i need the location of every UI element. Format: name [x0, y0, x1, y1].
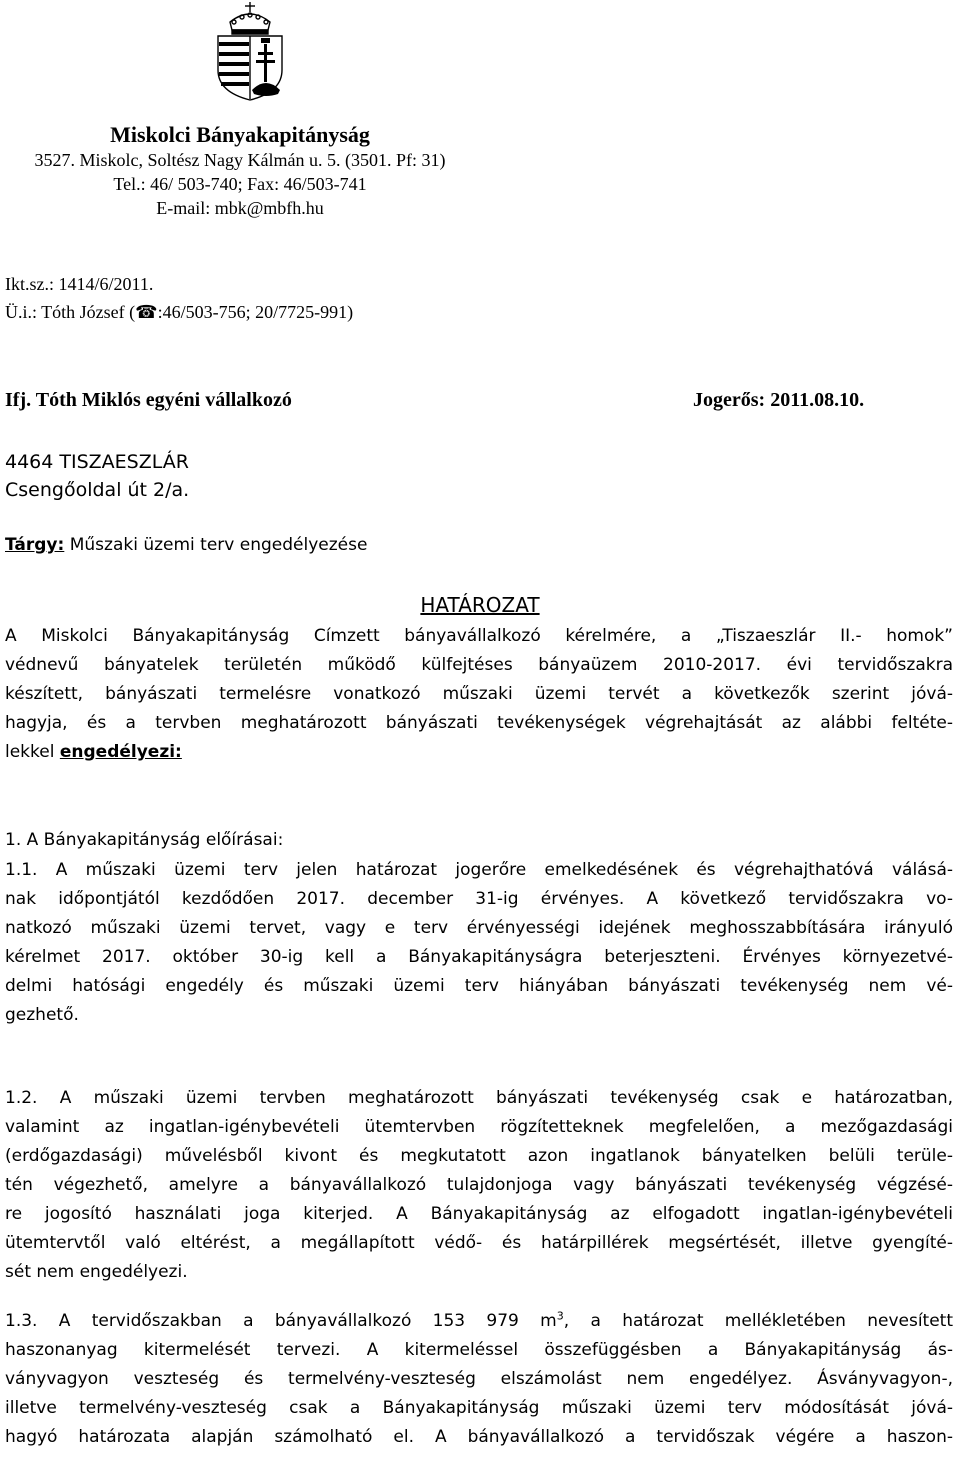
paragraph-line: készített, bányászati termelésre vonatkozó műszaki üzemi tervét a következők szerint jóvá-: [5, 684, 953, 704]
section-heading: [5, 826, 953, 855]
coat-of-arms-icon: [208, 0, 292, 102]
document-title: HATÁROZAT: [420, 593, 540, 617]
paragraph-line: 1.2. A műszaki üzemi tervben meghatározott bányászati tevékenység csak e határozatban,: [5, 1088, 953, 1108]
paragraph-line: védnevű bányatelek területén működő külfejtéses bányaüzem 2010-2017. évi tervidőszakra: [5, 655, 953, 675]
telephone-icon: ☎: [135, 302, 158, 322]
section-title: 1. A Bányakapitányság előírásai:: [5, 830, 284, 850]
addressee-city: 4464 TISZAESZLÁR: [5, 451, 189, 473]
organization-address: 3527. Miskolc, Soltész Nagy Kálmán u. 5. (3501. Pf: 31): [34, 150, 446, 170]
paragraph-1-1: [5, 856, 953, 1030]
paragraph-line: gezhető.: [5, 1005, 79, 1025]
paragraph-line: re jogosító használati joga kiterjed. A Bányakapitányság az elfogadott ingatlan-igénybevételi: [5, 1204, 953, 1224]
decision-keyword: engedélyezi:: [59, 742, 182, 762]
paragraph-line: illetve termelvény-veszteség csak a Bányakapitányság műszaki üzemi terv módosítását jóvá-: [5, 1398, 953, 1418]
paragraph-line: [5, 738, 953, 767]
intro-paragraph: [5, 622, 953, 767]
organization-email: E-mail: mbk@mbfh.hu: [156, 198, 324, 218]
addressee-street: Csengőoldal út 2/a.: [5, 479, 190, 501]
organization-name: Miskolci Bányakapitányság: [110, 122, 370, 147]
paragraph-line: ványvagyon veszteség és termelvény-veszteség elszámolást nem engedélyez. Ásványvagyon-,: [5, 1369, 953, 1389]
paragraph-line: delmi hatósági engedély és műszaki üzemi terv hiányában bányászati tevékenység nem vé-: [5, 976, 953, 996]
case-officer: [5, 300, 353, 324]
unit-exponent: 3: [556, 1309, 564, 1323]
subject-text: Műszaki üzemi terv engedélyezése: [64, 535, 368, 555]
paragraph-line: valamint az ingatlan-igénybevételi ütemtervben rögzítetteknek megfelelően, a mezőgazdasági: [5, 1117, 953, 1137]
addressee-name: Ifj. Tóth Miklós egyéni vállalkozó: [5, 389, 292, 411]
paragraph-line-text: 1.3. A tervidőszakban a bányavállalkozó 153 979 m: [5, 1311, 557, 1331]
paragraph-line: natkozó műszaki üzemi tervet, vagy e terv érvényességi idejének meghosszabbítására irányuló: [5, 918, 953, 938]
paragraph-line: hagyó határozata alapján számolható el. A bányavállalkozó a tervidőszak végére a haszon-: [5, 1427, 953, 1447]
paragraph-line: tén végezhető, amelyre a bányavállalkozó tulajdonjoga vagy bányászati tevékenység végzésé-: [5, 1175, 953, 1195]
paragraph-1-2: [5, 1084, 953, 1287]
paragraph-1-3: [5, 1307, 953, 1452]
final-date: Jogerős: 2011.08.10.: [693, 389, 865, 411]
paragraph-line: kérelmet 2017. október 30-ig kell a Bányakapitányságra beterjeszteni. Érvényes környezetvé-: [5, 947, 953, 967]
organization-phone: Tel.: 46/ 503-740; Fax: 46/503-741: [113, 174, 367, 194]
paragraph-line-text: lekkel: [5, 742, 60, 762]
subject-line: [5, 535, 367, 555]
case-officer-phone: :46/503-756; 20/7725-991): [157, 302, 354, 322]
subject-label: Tárgy:: [5, 535, 65, 555]
paragraph-line: [5, 1307, 953, 1336]
paragraph-line: sét nem engedélyezi.: [5, 1262, 188, 1282]
paragraph-line-text: , a határozat mellékletében nevesített: [563, 1311, 954, 1331]
file-number: Ikt.sz.: 1414/6/2011.: [5, 274, 154, 294]
paragraph-line: nak időpontjától kezdődően 2017. december 31-ig érvényes. A következő tervidőszakra vo-: [5, 889, 953, 909]
addressee-block: [5, 388, 955, 412]
paragraph-line: ütemtervtől való eltérést, a megállapított védő- és határpillérek megsértését, illetve gyengíté-: [5, 1233, 953, 1253]
paragraph-line: hagyja, és a tervben meghatározott bányászati tevékenységek végrehajtását az alábbi feltéte-: [5, 713, 953, 733]
letterhead: [5, 122, 475, 220]
paragraph-line: 1.1. A műszaki üzemi terv jelen határozat jogerőre emelkedésének és végrehajthatóvá válásá-: [5, 860, 953, 880]
case-officer-name: Ü.i.: Tóth József (: [5, 302, 136, 322]
paragraph-line: (erdőgazdasági) művelésből kivont és megkutatott azon ingatlanok bányatelken belüli terüle-: [5, 1146, 953, 1166]
paragraph-line: haszonanyag kitermelését tervezi. A kitermeléssel összefüggésben a Bányakapitányság ás-: [5, 1340, 953, 1360]
paragraph-line: A Miskolci Bányakapitányság Címzett bányavállalkozó kérelmére, a „Tiszaeszlár II.- homok”: [5, 626, 953, 646]
